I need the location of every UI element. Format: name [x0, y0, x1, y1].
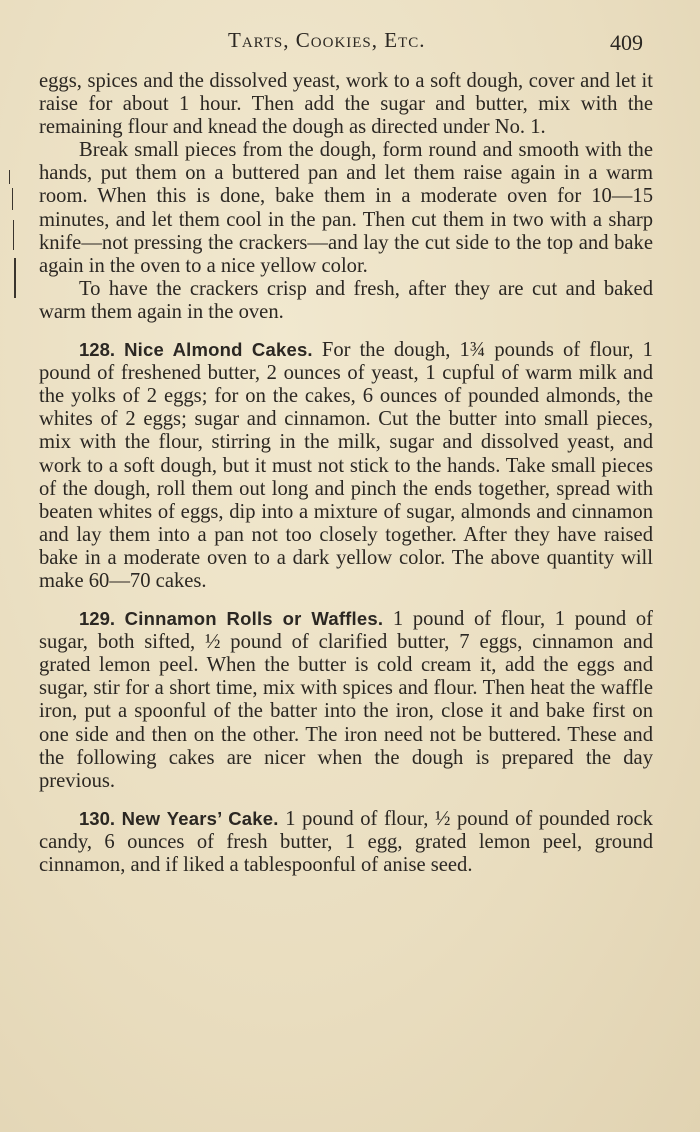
recipe-title: Nice Almond Cakes. — [124, 339, 313, 361]
recipe-title: Cinnamon Rolls or Waffles. — [124, 608, 384, 630]
running-title: Tarts, Cookies, Etc. — [228, 28, 426, 52]
recipe-body: 1 pound of flour, ½ pound of pounded rock candy, 6 ounces of fresh butter, 1 egg, grated lemon peel, ground cinnamon, and if liked a tablespoonful of anise seed. — [39, 807, 653, 876]
recipe-number: 130. — [79, 807, 116, 829]
paragraph: To have the crackers crisp and fresh, after they are cut and baked warm them again in the oven. — [39, 277, 653, 323]
page-number: 409 — [610, 30, 643, 55]
recipe-number: 129. — [79, 608, 116, 630]
paragraph: Break small pieces from the dough, form round and smooth with the hands, put them on a buttered pan and let them raise again in a warm room. When this is done, bake them in a moderate oven for 10—15 minutes, and let them cool in the pan. Then cut them in two with a sharp knife—not pressing the crackers—and lay the cut side to the top and bake again in the oven to a nice yellow color. — [39, 139, 653, 277]
running-header — [0, 28, 700, 58]
recipe-body: 1 pound of flour, 1 pound of sugar, both sifted, ½ pound of clarified butter, 7 eggs, cinnamon and grated lemon peel. When the butter is cold cream it, add the eggs and sugar, stir for a short time, mix with spices and flour. Then heat the waffle iron, put a spoonful of the batter into the iron, close it and bake first on one side and then on the other. The iron need not be buttered. These and the following cakes are nicer when the dough is prepared the day previous. — [39, 608, 653, 792]
body-text — [39, 70, 653, 877]
recipe-body: For the dough, 1¾ pounds of flour, 1 pound of freshened butter, 2 ounces of yeast, 1 cupful of warm milk and the yolks of 2 eggs; for on the cakes, 6 ounces of pounded almonds, the whites of 2 eggs; sugar and cinnamon. Cut the butter into small pieces, mix with the flour, stirring in the milk, sugar and dissolved yeast, and work to a soft dough, but it must not stick to the hands. Take small pieces of the dough, roll them out long and pinch the ends together, spread with beaten whites of eggs, dip into a mixture of sugar, almonds and cinnamon and lay them into a pan not too closely together. After they have raised bake in a moderate oven to a dark yellow color. The above quantity will make 60—70 cakes. — [39, 339, 653, 592]
margin-pencil-marks — [6, 170, 18, 310]
recipe-title: New Years’ Cake. — [121, 807, 279, 829]
recipe-128 — [39, 338, 653, 593]
recipe-129 — [39, 607, 653, 793]
recipe-number: 128. — [79, 339, 116, 361]
recipe-130 — [39, 807, 653, 877]
paragraph-continuation: eggs, spices and the dissolved yeast, work to a soft dough, cover and let it raise for about 1 hour. Then add the sugar and butter, mix with the remaining flour and knead the dough as directed under No. 1. — [39, 70, 653, 139]
